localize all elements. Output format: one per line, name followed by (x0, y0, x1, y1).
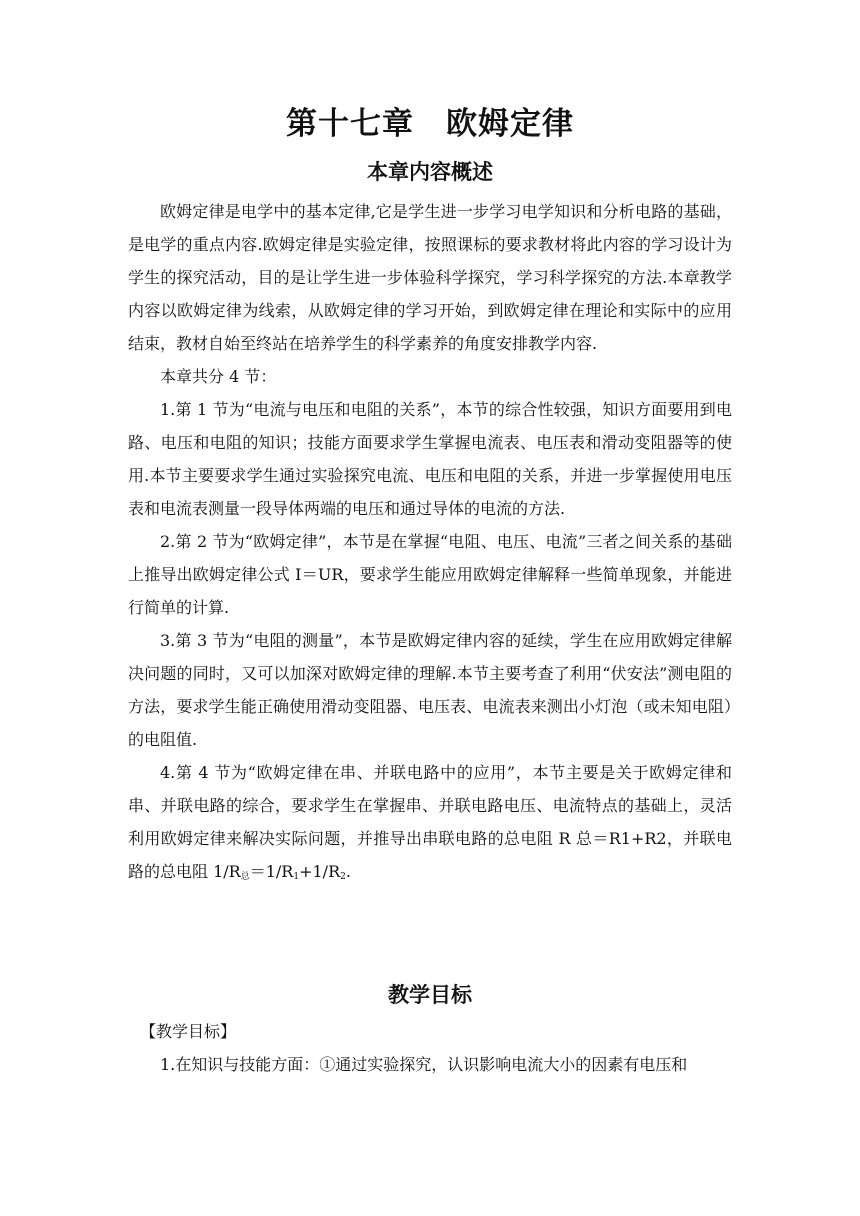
paragraph-section-2: 2.第 2 节为“欧姆定律”，本节是在掌握“电阻、电压、电流”三者之间关系的基础上推导出欧姆定律公式 I＝UR，要求学生能应用欧姆定律解释一些简单现象，并能进行简单的计算. (128, 532, 732, 617)
overview-body (128, 195, 732, 888)
formula-part: +1/R (299, 862, 341, 881)
paragraph-sections-count: 本章共分 4 节： (160, 367, 277, 386)
formula-part: . (345, 862, 351, 881)
formula-subscript: 2 (340, 872, 346, 882)
paragraph-section-4 (128, 756, 732, 888)
paragraph-section-3: 3.第 3 节为“电阻的测量”，本节是欧姆定律内容的延续，学生在应用欧姆定律解决问题的同时，又可以加深对欧姆定律的理解.本节主要考查了利用“伏安法”测电阻的方法，要求学生能正确使用滑动变阻器、电压表、电流表来测出小灯泡（或未知电阻）的电阻值. (128, 631, 732, 749)
formula-subscript: 1 (293, 872, 300, 882)
goals-body (128, 1015, 732, 1081)
paragraph-section-4-text: 4.第 4 节为“欧姆定律在串、并联电路中的应用”，本节主要是关于欧姆定律和串、并联电路的综合，要求学生在掌握串、并联电路电压、电流特点的基础上，灵活利用欧姆定律来解决实际问题，并推导出串联电路的总电阻 R 总＝R1+R2，并联电路的总电阻 (128, 763, 732, 881)
goal-1: 1.在知识与技能方面：①通过实验探究，认识影响电流大小的因素有电压和 (160, 1055, 688, 1074)
paragraph-intro: 欧姆定律是电学中的基本定律,它是学生进一步学习电学知识和分析电路的基础，是电学的重点内容.欧姆定律是实验定律，按照课标的要求教材将此内容的学习设计为学生的探究活动，目的是让学生进一步体验科学探究，学习科学探究的方法.本章教学内容以欧姆定律为线索，从欧姆定律的学习开始，到欧姆定律在理论和实际中的应用结束，教材自始至终站在培养学生的科学素养的角度安排教学内容. (128, 202, 732, 353)
section-heading-overview: 本章内容概述 (367, 160, 493, 184)
formula-part: 1/R (213, 862, 241, 881)
formula-part: ＝1/R (249, 862, 294, 881)
chapter-title: 第十七章 欧姆定律 (286, 106, 574, 142)
goals-label: 【教学目标】 (140, 1022, 237, 1041)
section-heading-goals: 教学目标 (388, 983, 472, 1007)
formula-subscript: 总 (240, 872, 250, 882)
paragraph-section-1: 1.第 1 节为“电流与电压和电阻的关系”，本节的综合性较强，知识方面要用到电路、电压和电阻的知识；技能方面要求学生掌握电流表、电压表和滑动变阻器等的使用.本节主要要求学生通过实验探究电流、电压和电阻的关系，并进一步掌握使用电压表和电流表测量一段导体两端的电压和通过导体的电流的方法. (128, 400, 732, 518)
